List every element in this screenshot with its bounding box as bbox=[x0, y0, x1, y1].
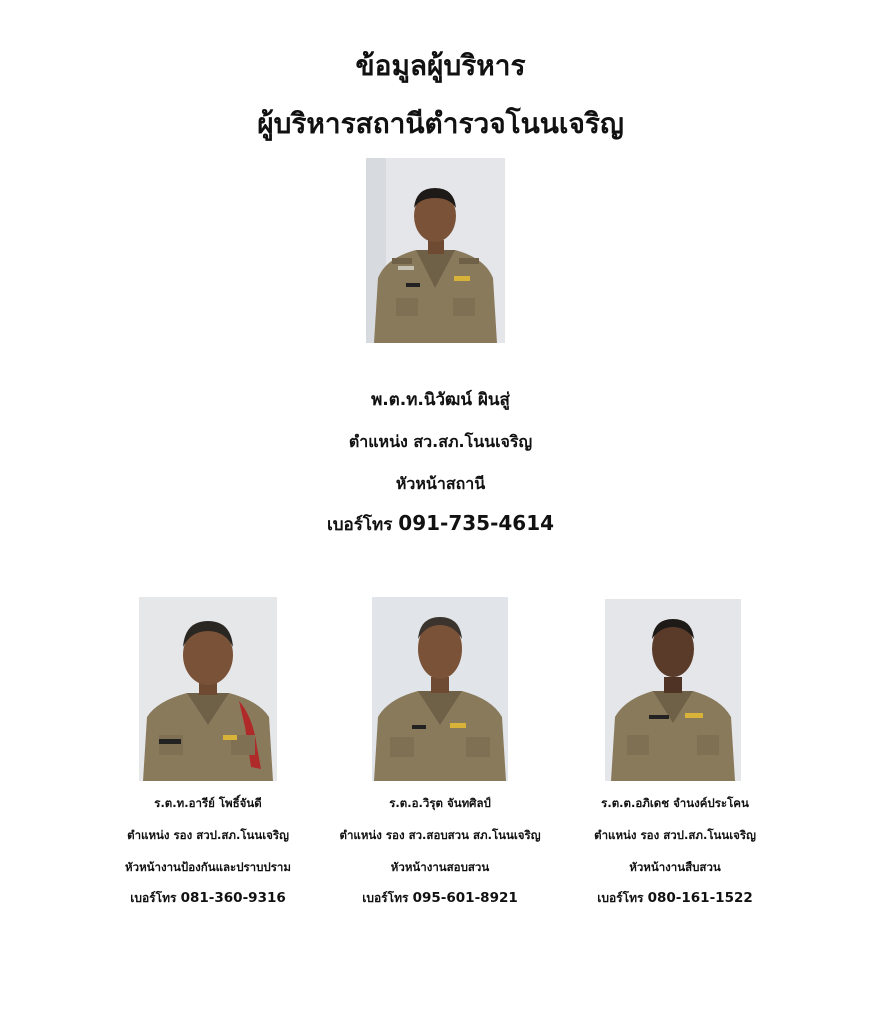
deputy-3-photo bbox=[605, 599, 741, 781]
deputy-3-position: ตำแหน่ง รอง สวป.สภ.โนนเจริญ bbox=[594, 828, 756, 842]
deputy-1-phone-label: เบอร์โทร bbox=[130, 891, 177, 905]
chief-phone bbox=[0, 511, 881, 538]
chief-position: ตำแหน่ง สว.สภ.โนนเจริญ bbox=[348, 432, 533, 451]
deputy-1-photo bbox=[139, 597, 277, 781]
deputy-2-phone bbox=[310, 889, 570, 908]
deputy-1-position: ตำแหน่ง รอง สวป.สภ.โนนเจริญ bbox=[127, 828, 289, 842]
deputy-2-position: ตำแหน่ง รอง สว.สอบสวน สภ.โนนเจริญ bbox=[339, 828, 541, 842]
deputy-1-role: หัวหน้างานป้องกันและปราบปราม bbox=[125, 860, 291, 874]
chief-phone-label: เบอร์โทร bbox=[326, 515, 393, 535]
page-title-line-2: ผู้บริหารสถานีตำรวจโนนเจริญ bbox=[257, 107, 624, 140]
deputy-2-phone-number: 095-601-8921 bbox=[412, 890, 518, 906]
deputy-1-phone-number: 081-360-9316 bbox=[180, 890, 286, 906]
deputy-2-photo bbox=[372, 597, 508, 781]
page-title-line-1: ข้อมูลผู้บริหาร bbox=[355, 49, 526, 82]
deputy-1-name: ร.ต.ท.อารีย์ โพธิ์จันดี bbox=[154, 796, 262, 810]
deputy-3-name: ร.ต.ต.อภิเดช จำนงค์ประโคน bbox=[601, 796, 749, 810]
chief-phone-number: 091-735-4614 bbox=[398, 511, 555, 535]
deputy-1-phone bbox=[78, 889, 338, 908]
deputy-3-phone-number: 080-161-1522 bbox=[647, 890, 753, 906]
deputy-3-phone-label: เบอร์โทร bbox=[597, 891, 644, 905]
deputy-2-name: ร.ต.อ.วิรุต จันทศิลป์ bbox=[389, 796, 491, 810]
chief-name: พ.ต.ท.นิวัฒน์ ผินสู่ bbox=[371, 390, 510, 410]
deputy-3-role: หัวหน้างานสืบสวน bbox=[629, 860, 721, 874]
deputy-2-role: หัวหน้างานสอบสวน bbox=[390, 860, 490, 874]
deputy-3-phone bbox=[545, 889, 805, 908]
deputy-2-phone-label: เบอร์โทร bbox=[362, 891, 409, 905]
chief-role: หัวหน้าสถานี bbox=[395, 474, 486, 493]
chief-photo bbox=[366, 158, 505, 343]
